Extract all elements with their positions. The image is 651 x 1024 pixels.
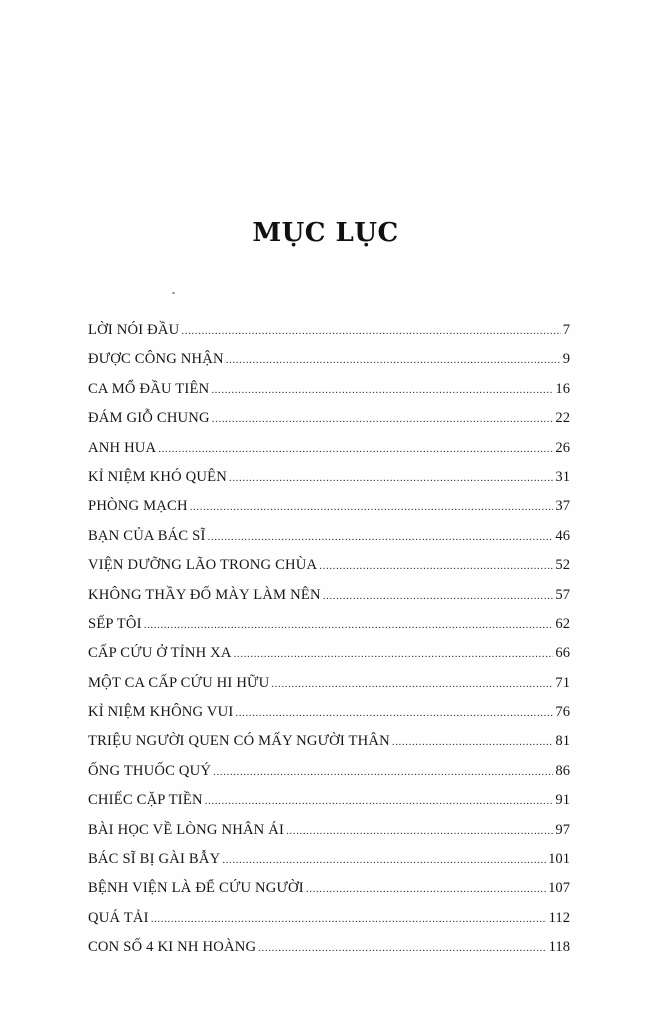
toc-entry-page: 7 — [562, 322, 570, 338]
toc-entry-page: 91 — [555, 792, 570, 809]
toc-entry — [88, 851, 570, 880]
toc-entry-page: 76 — [555, 704, 570, 721]
toc-entry — [88, 733, 570, 762]
toc-entry-page: 97 — [555, 821, 570, 838]
toc-entry-title: ĐÁM GIỖ CHUNG — [88, 410, 210, 427]
toc-entry-title: KỈ NIỆM KHÔNG VUI — [88, 704, 234, 721]
toc-entry-page: 16 — [555, 380, 570, 397]
toc-entry-title: TRIỆU NGƯỜI QUEN CÓ MẤY NGƯỜI THÂN — [88, 733, 390, 750]
dot-leader — [286, 825, 553, 837]
dot-leader — [319, 560, 553, 572]
dot-leader — [190, 501, 554, 513]
toc-entry — [88, 322, 570, 351]
toc-entry — [88, 792, 570, 821]
toc-entry-page: 37 — [555, 498, 570, 515]
toc-entry-title: ỐNG THUỐC QUÝ — [88, 762, 212, 779]
toc-entry — [88, 528, 570, 557]
toc-entry — [88, 498, 570, 527]
toc-entry-title: ANH HUA — [88, 439, 157, 456]
toc-entry — [88, 675, 570, 704]
toc-entry-title: PHÒNG MẠCH — [88, 498, 188, 515]
dot-leader — [222, 854, 546, 866]
dot-leader — [271, 678, 553, 690]
dot-leader — [323, 590, 554, 602]
toc-entry — [88, 469, 570, 498]
toc-entry-page: 101 — [548, 851, 570, 868]
paper-speck — [172, 292, 175, 294]
dot-leader — [205, 795, 554, 807]
toc-entry-page: 26 — [555, 439, 570, 456]
toc-entry — [88, 616, 570, 645]
dot-leader — [212, 413, 554, 425]
toc-entry-title: KHÔNG THẦY ĐỐ MÀY LÀM NÊN — [88, 586, 321, 603]
toc-entry-title: KỈ NIỆM KHÓ QUÊN — [88, 468, 227, 485]
toc-entry-page: 107 — [548, 880, 570, 897]
toc-entry-title: CON SỐ 4 KI NH HOÀNG — [88, 939, 257, 956]
toc-entry-page: 71 — [555, 674, 570, 691]
toc-entry-title: QUÁ TẢI — [88, 909, 149, 926]
dot-leader — [144, 619, 554, 631]
toc-entry-page: 112 — [548, 909, 570, 926]
dot-leader — [181, 325, 560, 337]
toc-entry-title: BẠN CỦA BÁC SĨ — [88, 527, 206, 544]
toc-entry — [88, 645, 570, 674]
toc-entry-page: 62 — [555, 615, 570, 632]
toc-entry-page: 52 — [555, 557, 570, 574]
dot-leader — [211, 384, 553, 396]
toc-entry-title: CẤP CỨU Ở TỈNH XA — [88, 645, 232, 662]
dot-leader — [151, 913, 547, 925]
toc-entry — [88, 880, 570, 909]
toc-entry — [88, 763, 570, 792]
dot-leader — [392, 736, 554, 748]
dot-leader — [226, 354, 561, 366]
toc-entry-page: 66 — [555, 645, 570, 662]
toc-entry-page: 46 — [555, 527, 570, 544]
toc-entry-title: SẾP TÔI — [88, 615, 142, 632]
toc-entry — [88, 440, 570, 469]
toc-entry-title: VIỆN DƯỠNG LÃO TRONG CHÙA — [88, 557, 318, 574]
toc-entry — [88, 381, 570, 410]
page-title: MỤC LỤC — [252, 218, 399, 248]
dot-leader — [306, 883, 546, 895]
dot-leader — [235, 707, 553, 719]
dot-leader — [234, 648, 554, 660]
toc-entry — [88, 704, 570, 733]
toc-entry-title: CHIẾC CẶP TIỀN — [88, 792, 203, 809]
toc-entry-page: 57 — [555, 586, 570, 603]
table-of-contents — [88, 322, 570, 969]
toc-entry-title: CA MỔ ĐẦU TIÊN — [88, 380, 210, 397]
toc-entry-page: 86 — [555, 762, 570, 779]
toc-entry — [88, 910, 570, 939]
toc-entry-page: 31 — [555, 468, 570, 485]
toc-entry — [88, 939, 570, 968]
toc-entry-title: BÁC SĨ BỊ GÀI BẪY — [88, 851, 221, 868]
toc-entry — [88, 410, 570, 439]
dot-leader — [213, 766, 553, 778]
toc-entry — [88, 587, 570, 616]
toc-entry-title: BỆNH VIỆN LÀ ĐỂ CỨU NGƯỜI — [88, 880, 304, 897]
toc-entry-page: 118 — [548, 939, 570, 956]
dot-leader — [258, 942, 546, 954]
toc-entry — [88, 351, 570, 380]
toc-entry-page: 22 — [555, 410, 570, 427]
toc-entry-title: MỘT CA CẤP CỨU HI HỮU — [88, 674, 270, 691]
toc-entry — [88, 822, 570, 851]
toc-entry-title: ĐƯỢC CÔNG NHẬN — [88, 351, 224, 368]
dot-leader — [229, 472, 553, 484]
toc-entry-page: 81 — [555, 733, 570, 750]
dot-leader — [208, 531, 554, 543]
toc-entry-title: LỜI NÓI ĐẦU — [88, 322, 180, 338]
dot-leader — [158, 443, 553, 455]
toc-entry-page: 9 — [562, 351, 570, 368]
toc-entry — [88, 557, 570, 586]
toc-entry-title: BÀI HỌC VỀ LÒNG NHÂN ÁI — [88, 821, 285, 838]
